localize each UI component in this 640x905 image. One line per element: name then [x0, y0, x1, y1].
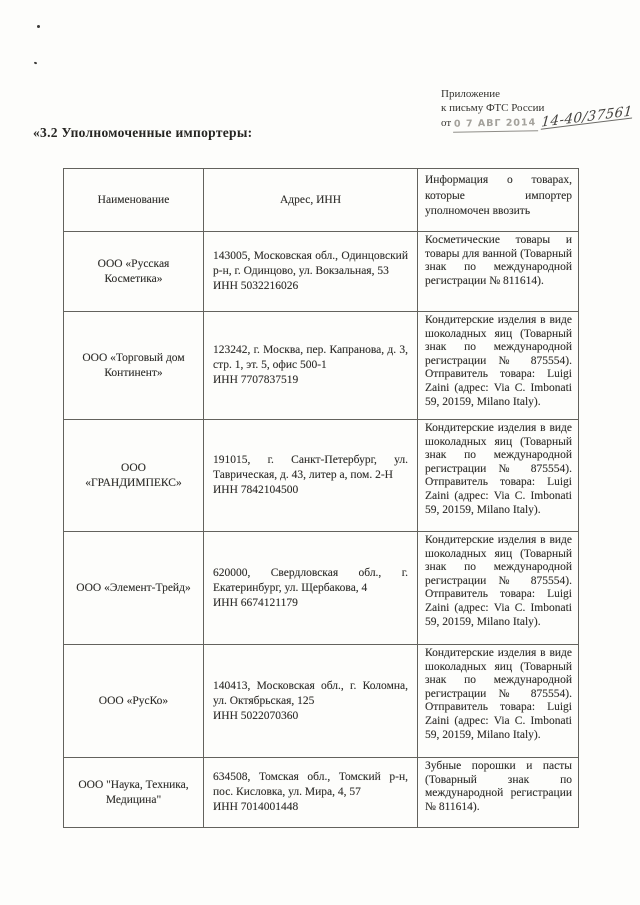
annex-line-2: к письму ФТС России: [441, 101, 545, 114]
header-address: Адрес, ИНН: [204, 169, 418, 232]
scan-speck: [37, 25, 40, 28]
address-text: 191015, г. Санкт-Петербург, ул. Таврическая, д. 43, литер а, пом. 2-Н: [213, 454, 408, 481]
goods-info-text: Кондитерские изделия в виде шоколадных яиц (Товарный знак по международной регистрации № 875554). Отправитель товара: Luigi Zaini (адрес: Via C. Imbonati 59, 20159, Milano Italy).: [425, 647, 572, 741]
table-row: [64, 312, 579, 420]
annex-header: [441, 88, 634, 132]
inn-text: ИНН 7707837519: [213, 374, 299, 386]
goods-info-cell: [418, 232, 579, 312]
goods-info-text: Косметические товары и товары для ванной (Товарный знак по международной регистрации № 811614).: [425, 234, 572, 287]
importers-table: [63, 168, 579, 828]
goods-info-cell: [418, 532, 579, 645]
importer-name-cell: ООО «Торговый дом Континент»: [64, 312, 204, 420]
address-text: 143005, Московская обл., Одинцовский р-н, г. Одинцово, ул. Вокзальная, 53: [213, 250, 408, 277]
address-cell: [204, 420, 418, 532]
header-name: Наименование: [64, 169, 204, 232]
address-text: 140413, Московская обл., г. Коломна, ул. Октябрьская, 125: [213, 679, 408, 707]
address-text: 123242, г. Москва, пер. Капранова, д. 3, стр. 1, эт. 5, офис 500-1: [213, 344, 408, 371]
importer-name-cell: ООО «Элемент-Трейд»: [64, 532, 204, 645]
address-cell: [204, 532, 418, 645]
handwritten-doc-number: 14-40/37561: [541, 103, 634, 131]
goods-info-text: Кондитерские изделия в виде шоколадных яиц (Товарный знак по международной регистрации № 875554). Отправитель товара: Luigi Zaini (адрес: Via C. Imbonati 59, 20159, Milano Italy).: [425, 422, 572, 516]
goods-info-cell: [418, 312, 579, 420]
table-row: [64, 758, 579, 828]
inn-text: ИНН 5032216026: [213, 280, 299, 292]
table-row: [64, 532, 579, 645]
importer-name-cell: ООО «ГРАНДИМПЕКС»: [64, 420, 204, 532]
goods-info-text: Кондитерские изделия в виде шоколадных яиц (Товарный знак по международной регистрации № 875554). Отправитель товара: Luigi Zaini (адрес: Via C. Imbonati 59, 20159, Milano Italy).: [425, 314, 572, 408]
goods-info-cell: [418, 420, 579, 532]
annex-from-label: от: [441, 117, 452, 129]
table-row: [64, 420, 579, 532]
scan-speck: [34, 62, 38, 65]
annex-line-1: Приложение: [441, 88, 501, 100]
address-cell: [204, 232, 418, 312]
goods-info-cell: [418, 758, 579, 828]
address-text: 634508, Томская обл., Томский р-н, пос. Кисловка, ул. Мира, 4, 57: [213, 771, 408, 798]
address-cell: [204, 645, 418, 758]
importer-name-cell: ООО «РусКо»: [64, 645, 204, 758]
table-header-row: [64, 169, 579, 232]
table-row: [64, 232, 579, 312]
date-stamp: 0 7 АВГ 2014: [453, 116, 538, 132]
importer-name-cell: ООО «Русская Косметика»: [64, 232, 204, 312]
header-info-text: Информация о товарах, которые импортер уполномочен ввозить: [425, 174, 572, 217]
header-info: [418, 169, 579, 232]
inn-text: ИНН 7014001448: [213, 801, 299, 813]
importers-table-wrapper: [63, 168, 579, 828]
importer-name-cell: ООО "Наука, Техника, Медицина": [64, 758, 204, 828]
inn-text: ИНН 7842104500: [213, 484, 299, 496]
section-title: «3.2 Уполномоченные импортеры:: [33, 125, 253, 140]
address-text: 620000, Свердловская обл., г. Екатеринбург, ул. Щербакова, 4: [213, 566, 408, 594]
inn-text: ИНН 6674121179: [213, 596, 298, 609]
goods-info-cell: [418, 645, 579, 758]
goods-info-text: Кондитерские изделия в виде шоколадных яиц (Товарный знак по международной регистрации № 875554). Отправитель товара: Luigi Zaini (адрес: Via C. Imbonati 59, 20159, Milano Italy).: [425, 534, 572, 628]
address-cell: [204, 312, 418, 420]
address-cell: [204, 758, 418, 828]
table-row: [64, 645, 579, 758]
goods-info-text: Зубные порошки и пасты (Товарный знак по международной регистрации № 811614).: [425, 760, 572, 813]
inn-text: ИНН 5022070360: [213, 709, 299, 722]
